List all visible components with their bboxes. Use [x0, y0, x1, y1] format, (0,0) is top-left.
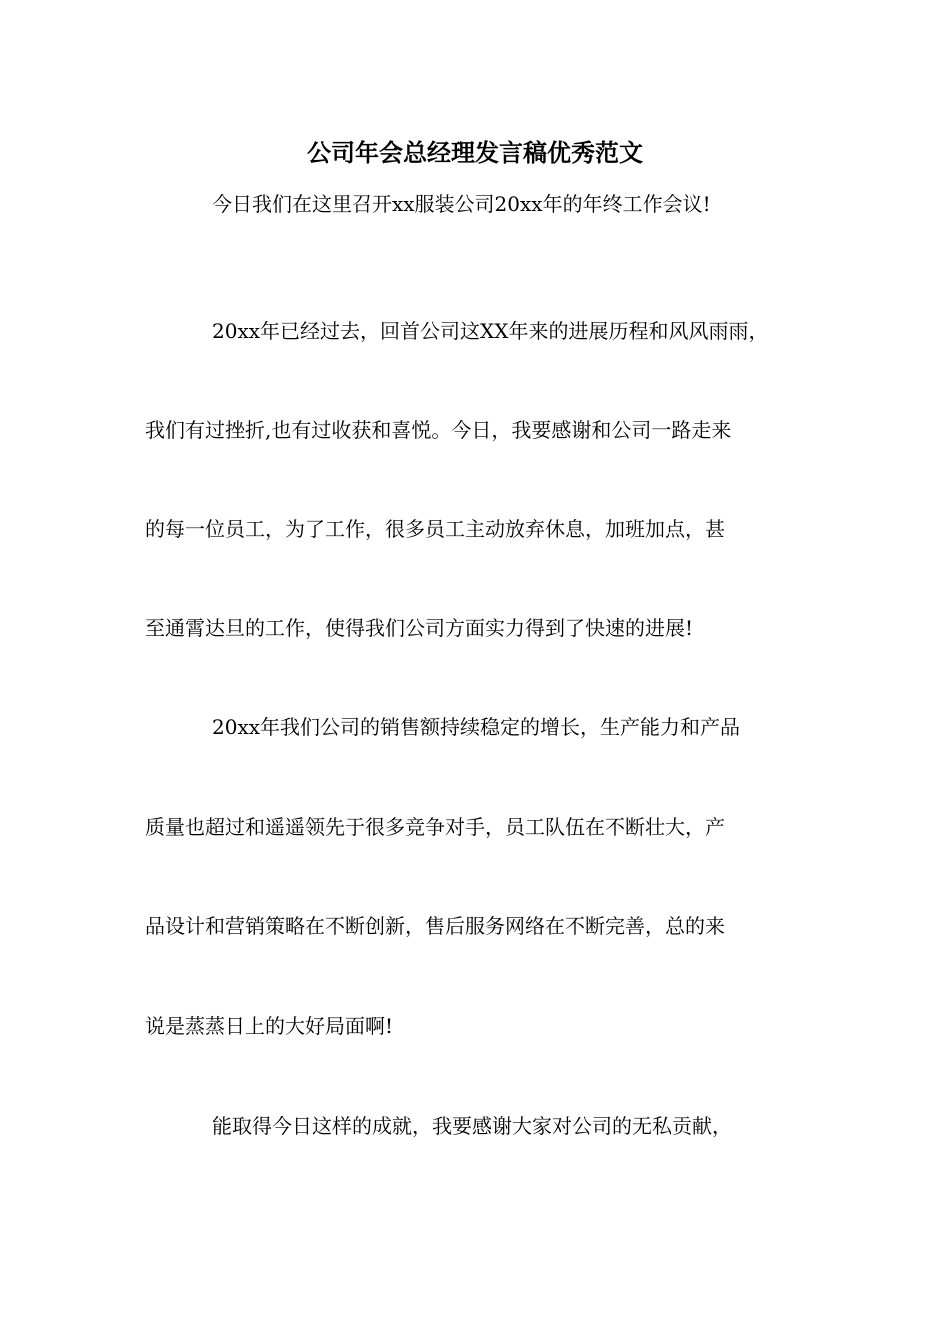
- paragraph-line: 品设计和营销策略在不断创新，售后服务网络在不断完善，总的来: [145, 914, 725, 938]
- paragraph-line: 说是蒸蒸日上的大好局面啊!: [145, 1014, 394, 1038]
- document-title: 公司年会总经理发言稿优秀范文: [307, 138, 643, 167]
- paragraph-line: 能取得今日这样的成就，我要感谢大家对公司的无私贡献，: [212, 1114, 732, 1138]
- paragraph-line: 质量也超过和遥遥领先于很多竞争对手，员工队伍在不断壮大，产: [145, 815, 725, 839]
- paragraph-line: 我们有过挫折,也有过收获和喜悦。今日，我要感谢和公司一路走来: [145, 418, 732, 442]
- paragraph-line: 的每一位员工，为了工作，很多员工主动放弃休息，加班加点，甚: [145, 517, 725, 541]
- paragraph-line: 20xx年我们公司的销售额持续稳定的增长，生产能力和产品: [212, 715, 741, 739]
- paragraph-line: 今日我们在这里召开xx服装公司20xx年的年终工作会议!: [212, 192, 711, 216]
- paragraph-line: 20xx年已经过去，回首公司这XX年来的进展历程和风风雨雨，: [212, 319, 769, 343]
- paragraph-line: 至通霄达旦的工作，使得我们公司方面实力得到了快速的进展!: [145, 616, 694, 640]
